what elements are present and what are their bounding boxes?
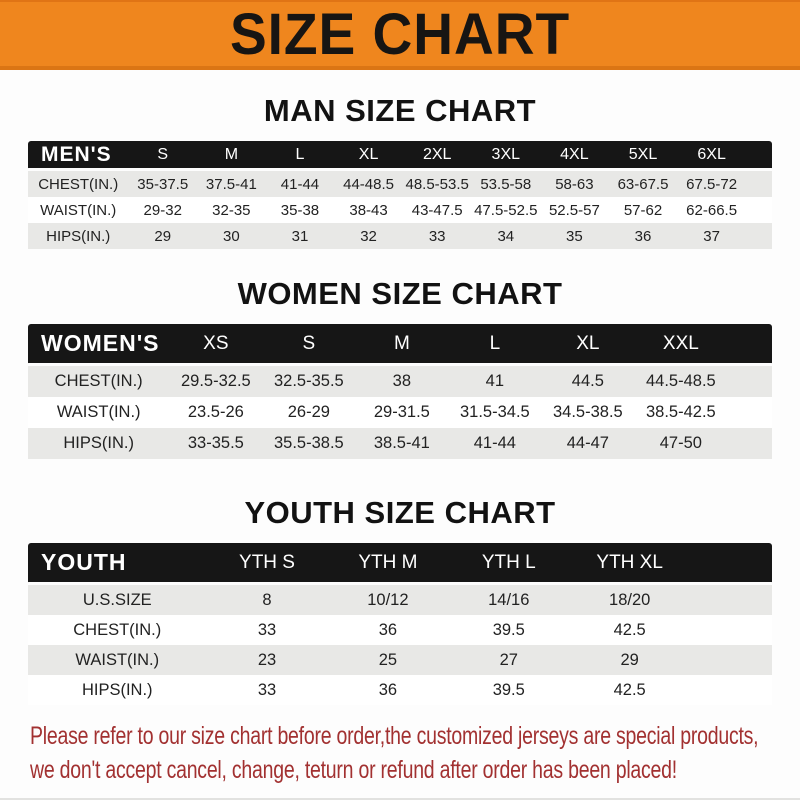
column-header: XL bbox=[541, 324, 634, 366]
table-row bbox=[28, 645, 772, 675]
men-section-heading: MAN SIZE CHART bbox=[263, 93, 537, 128]
column-header: M bbox=[355, 324, 448, 366]
banner bbox=[0, 0, 800, 70]
size-value-cell: 32.5-35.5 bbox=[262, 366, 355, 397]
table-corner-label: YOUTH bbox=[28, 543, 207, 585]
size-value-cell: 36 bbox=[609, 223, 678, 249]
size-value-cell: 57-62 bbox=[609, 197, 678, 223]
size-value-cell: 34.5-38.5 bbox=[541, 397, 634, 428]
size-value-cell: 41-44 bbox=[448, 428, 541, 459]
column-header: YTH L bbox=[448, 543, 569, 585]
size-value-cell: 36 bbox=[327, 615, 448, 645]
size-value-cell: 41-44 bbox=[266, 171, 335, 197]
size-value-cell: 39.5 bbox=[448, 615, 569, 645]
column-header: XS bbox=[169, 324, 262, 366]
size-value-cell: 29 bbox=[128, 223, 197, 249]
size-value-cell: 35.5-38.5 bbox=[262, 428, 355, 459]
column-header: 2XL bbox=[403, 141, 472, 171]
column-header: YTH M bbox=[327, 543, 448, 585]
footer-note bbox=[30, 721, 800, 789]
table-row bbox=[28, 615, 772, 645]
row-label: WAIST(IN.) bbox=[28, 397, 169, 428]
footer-line-1-text: Please refer to our size chart before order,the customized jerseys are special products, bbox=[30, 722, 759, 750]
size-value-cell: 10/12 bbox=[327, 585, 448, 615]
size-value-cell: 44-48.5 bbox=[334, 171, 403, 197]
size-value-cell: 27 bbox=[448, 645, 569, 675]
column-header: XXL bbox=[634, 324, 727, 366]
row-filler-cell bbox=[727, 428, 772, 459]
row-label: CHEST(IN.) bbox=[28, 366, 169, 397]
column-header: 4XL bbox=[540, 141, 609, 171]
size-value-cell: 52.5-57 bbox=[540, 197, 609, 223]
footer-line-1 bbox=[30, 721, 800, 755]
size-value-cell: 44.5 bbox=[541, 366, 634, 397]
size-value-cell: 67.5-72 bbox=[677, 171, 746, 197]
size-value-cell: 29-32 bbox=[128, 197, 197, 223]
size-value-cell: 35-37.5 bbox=[128, 171, 197, 197]
size-value-cell: 29 bbox=[569, 645, 690, 675]
header-filler-cell bbox=[746, 141, 772, 171]
size-value-cell: 29-31.5 bbox=[355, 397, 448, 428]
column-header: L bbox=[266, 141, 335, 171]
table-row bbox=[28, 366, 772, 397]
row-label: HIPS(IN.) bbox=[28, 428, 169, 459]
women-size-chart-section bbox=[0, 276, 800, 459]
size-value-cell: 37 bbox=[677, 223, 746, 249]
size-value-cell: 38-43 bbox=[334, 197, 403, 223]
size-value-cell: 41 bbox=[448, 366, 541, 397]
size-value-cell: 62-66.5 bbox=[677, 197, 746, 223]
row-filler-cell bbox=[746, 171, 772, 197]
row-label: HIPS(IN.) bbox=[28, 675, 207, 705]
youth-size-chart-section bbox=[0, 495, 800, 705]
size-value-cell: 42.5 bbox=[569, 615, 690, 645]
column-header: 3XL bbox=[471, 141, 540, 171]
women-section-heading: WOMEN SIZE CHART bbox=[237, 276, 563, 311]
column-header: M bbox=[197, 141, 266, 171]
row-filler-cell bbox=[746, 223, 772, 249]
column-header: S bbox=[128, 141, 197, 171]
header-filler-cell bbox=[690, 543, 772, 585]
size-value-cell: 25 bbox=[327, 645, 448, 675]
size-value-cell: 44.5-48.5 bbox=[634, 366, 727, 397]
table-row bbox=[28, 223, 772, 249]
size-value-cell: 35 bbox=[540, 223, 609, 249]
size-value-cell: 32 bbox=[334, 223, 403, 249]
men-size-table bbox=[28, 141, 772, 249]
column-header: L bbox=[448, 324, 541, 366]
row-label: CHEST(IN.) bbox=[28, 171, 128, 197]
size-value-cell: 43-47.5 bbox=[403, 197, 472, 223]
size-value-cell: 58-63 bbox=[540, 171, 609, 197]
column-header: 6XL bbox=[677, 141, 746, 171]
column-header: XL bbox=[334, 141, 403, 171]
size-value-cell: 37.5-41 bbox=[197, 171, 266, 197]
youth-size-table bbox=[28, 543, 772, 705]
row-filler-cell bbox=[727, 366, 772, 397]
row-filler-cell bbox=[690, 615, 772, 645]
column-header: 5XL bbox=[609, 141, 678, 171]
size-value-cell: 30 bbox=[197, 223, 266, 249]
size-value-cell: 33-35.5 bbox=[169, 428, 262, 459]
column-header: S bbox=[262, 324, 355, 366]
table-row bbox=[28, 171, 772, 197]
row-filler-cell bbox=[746, 197, 772, 223]
row-label: WAIST(IN.) bbox=[28, 645, 207, 675]
size-value-cell: 29.5-32.5 bbox=[169, 366, 262, 397]
table-header-row bbox=[28, 324, 772, 366]
size-value-cell: 8 bbox=[207, 585, 328, 615]
table-header-row bbox=[28, 141, 772, 171]
size-value-cell: 32-35 bbox=[197, 197, 266, 223]
size-value-cell: 31.5-34.5 bbox=[448, 397, 541, 428]
size-value-cell: 36 bbox=[327, 675, 448, 705]
size-value-cell: 31 bbox=[266, 223, 335, 249]
column-header: YTH XL bbox=[569, 543, 690, 585]
size-value-cell: 38.5-41 bbox=[355, 428, 448, 459]
size-value-cell: 26-29 bbox=[262, 397, 355, 428]
row-filler-cell bbox=[690, 675, 772, 705]
size-value-cell: 14/16 bbox=[448, 585, 569, 615]
size-value-cell: 42.5 bbox=[569, 675, 690, 705]
size-value-cell: 47-50 bbox=[634, 428, 727, 459]
size-value-cell: 34 bbox=[471, 223, 540, 249]
size-value-cell: 33 bbox=[207, 675, 328, 705]
table-row bbox=[28, 397, 772, 428]
table-header-row bbox=[28, 543, 772, 585]
table-row bbox=[28, 197, 772, 223]
size-value-cell: 33 bbox=[207, 615, 328, 645]
table-row bbox=[28, 428, 772, 459]
women-size-table bbox=[28, 324, 772, 459]
size-value-cell: 23 bbox=[207, 645, 328, 675]
footer-line-2 bbox=[30, 755, 800, 789]
size-value-cell: 38.5-42.5 bbox=[634, 397, 727, 428]
size-value-cell: 18/20 bbox=[569, 585, 690, 615]
size-value-cell: 44-47 bbox=[541, 428, 634, 459]
header-filler-cell bbox=[727, 324, 772, 366]
size-value-cell: 33 bbox=[403, 223, 472, 249]
row-filler-cell bbox=[727, 397, 772, 428]
size-value-cell: 39.5 bbox=[448, 675, 569, 705]
table-corner-label: WOMEN'S bbox=[28, 324, 169, 366]
column-header: YTH S bbox=[207, 543, 328, 585]
table-row bbox=[28, 585, 772, 615]
size-value-cell: 23.5-26 bbox=[169, 397, 262, 428]
size-value-cell: 38 bbox=[355, 366, 448, 397]
size-value-cell: 53.5-58 bbox=[471, 171, 540, 197]
row-label: U.S.SIZE bbox=[28, 585, 207, 615]
table-row bbox=[28, 675, 772, 705]
row-filler-cell bbox=[690, 585, 772, 615]
footer-line-2-text: we don't accept cancel, change, teturn or refund after order has been placed! bbox=[30, 756, 677, 784]
banner-title: SIZE CHART bbox=[229, 2, 571, 67]
row-label: WAIST(IN.) bbox=[28, 197, 128, 223]
size-value-cell: 48.5-53.5 bbox=[403, 171, 472, 197]
row-label: HIPS(IN.) bbox=[28, 223, 128, 249]
row-filler-cell bbox=[690, 645, 772, 675]
table-corner-label: MEN'S bbox=[28, 141, 128, 171]
men-size-chart-section bbox=[0, 93, 800, 249]
size-value-cell: 47.5-52.5 bbox=[471, 197, 540, 223]
row-label: CHEST(IN.) bbox=[28, 615, 207, 645]
size-value-cell: 63-67.5 bbox=[609, 171, 678, 197]
size-value-cell: 35-38 bbox=[266, 197, 335, 223]
youth-section-heading: YOUTH SIZE CHART bbox=[244, 495, 556, 530]
